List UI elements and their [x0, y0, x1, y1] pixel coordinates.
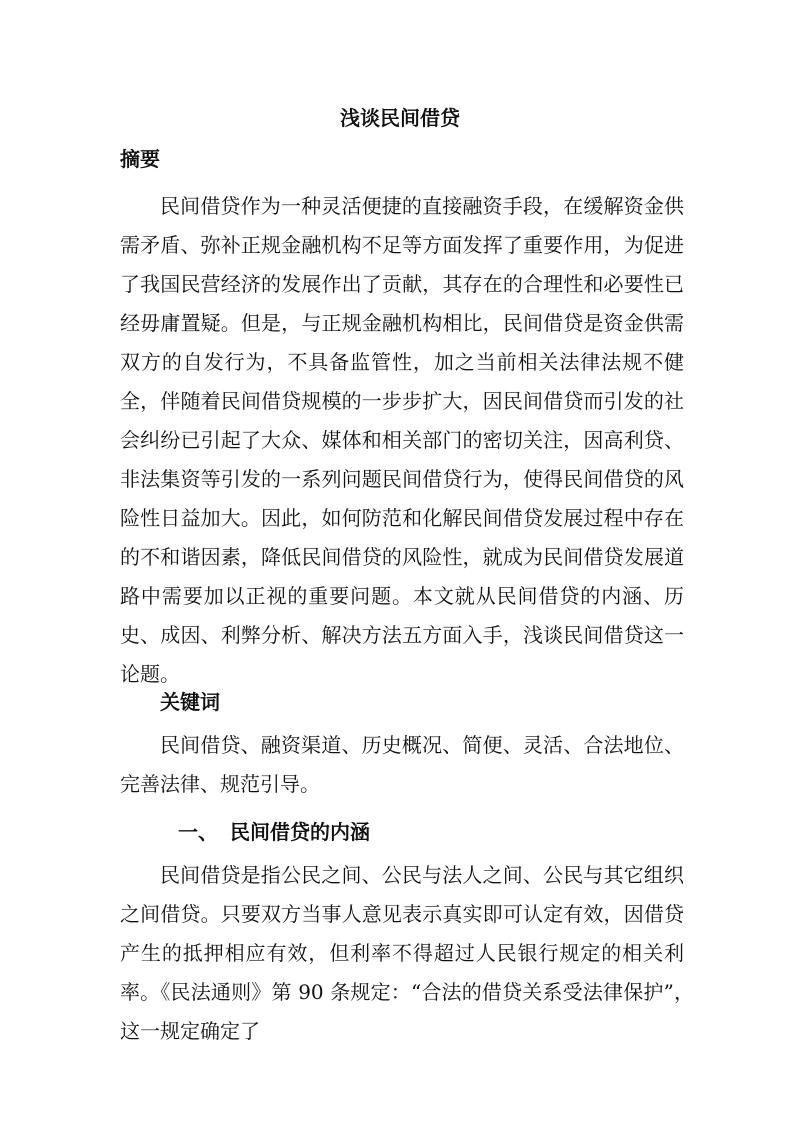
abstract-heading: 摘要	[120, 147, 160, 171]
section-heading	[178, 818, 370, 846]
abstract-paragraph: 民间借贷作为一种灵活便捷的直接融资手段，在缓解资金供需矛盾、弥补正规金融机构不足等方面发挥了重要作用，为促进了我国民营经济的发展作出了贡献，其存在的合理性和必要性已经毋庸置疑。但是，与正规金融机构相比，民间借贷是资金供需双方的自发行为，不具备监管性，加之当前相关法律法规不健全，伴随着民间借贷规模的一步步扩大，因民间借贷而引发的社会纠纷已引起了大众、媒体和相关部门的密切关注，因高利贷、非法集资等引发的一系列问题民间借贷行为，使得民间借贷的风险性日益加大。因此，如何防范和化解民间借贷发展过程中存在的不和谐因素，降低民间借贷的风险性，就成为民间借贷发展道路中需要加以正视的重要问题。本文就从民间借贷的内涵、历史、成因、利弊分析、解决方法五方面入手，浅谈民间借贷这一论题。	[120, 194, 684, 686]
section-number: 一、	[178, 820, 218, 844]
section-title: 民间借贷的内涵	[230, 820, 370, 844]
document-title: 浅谈民间借贷	[340, 106, 460, 130]
section-paragraph: 民间借贷是指公民之间、公民与法人之间、公民与其它组织之间借贷。只要双方当事人意见表示真实即可认定有效，因借贷产生的抵押相应有效，但利率不得超过人民银行规定的相关利率。《民法通则》第 90 条规定：“合法的借贷关系受法律保护”， 这一规定确定了	[120, 863, 704, 1043]
keywords-paragraph: 民间借贷、融资渠道、历史概况、简便、灵活、合法地位、完善法律、规范引导。	[120, 733, 684, 796]
keywords-heading: 关键词	[160, 690, 220, 714]
